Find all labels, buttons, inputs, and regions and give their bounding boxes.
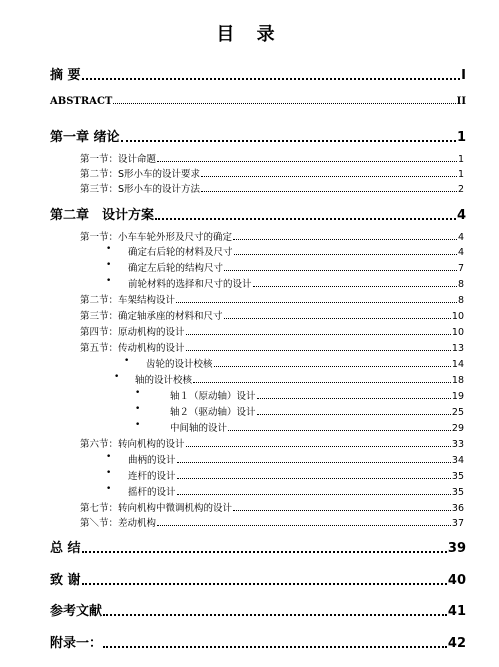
toc-leader-dots: [257, 398, 451, 399]
toc-entry-text: 齿轮的设计校核: [146, 359, 213, 370]
bullet-icon: •: [106, 244, 112, 254]
toc-entry-text: 第一节：小车车轮外形及尺寸的确定: [80, 232, 233, 243]
toc-entry-text: 确定左后轮的结构尺寸: [128, 263, 224, 274]
toc-entry-text: 第一章 绪论: [50, 130, 120, 145]
toc-entry-text: 致 谢: [50, 573, 81, 588]
toc-entry-chapter-1[interactable]: [50, 126, 466, 145]
toc-leader-dots: [113, 103, 455, 104]
toc-entry-text: 第三节：S形小车的设计方法: [80, 184, 201, 195]
toc-entry-text: 第三节：确定轴承座的材料和尺寸: [80, 311, 223, 322]
toc-leader-dots: [176, 302, 457, 303]
toc-entry-text: 第二章 设计方案: [50, 208, 155, 223]
toc-entry-text: 连杆的设计: [128, 471, 176, 482]
toc-entry-page: 18: [451, 375, 464, 386]
toc-entry-text: 中间轴的设计: [170, 423, 228, 434]
toc-entry-page: 8: [457, 295, 464, 306]
bullet-icon: •: [106, 484, 112, 494]
toc-entry-page: 33: [451, 439, 464, 450]
toc-entry-page: 1: [457, 154, 464, 165]
toc-entry-subsection[interactable]: [146, 356, 464, 370]
toc-leader-dots: [157, 161, 457, 162]
toc-entry-text: 确定右后轮的材料及尺寸: [128, 247, 233, 258]
toc-leader-dots: [82, 583, 447, 585]
bullet-icon: •: [135, 420, 141, 430]
toc-leader-dots: [214, 366, 451, 367]
toc-entry-section[interactable]: [80, 436, 464, 450]
toc-entry-section[interactable]: [80, 181, 464, 195]
toc-entry-page: 7: [457, 263, 464, 274]
bullet-icon: •: [106, 260, 112, 270]
toc-entry-text: 附录一：: [50, 636, 103, 651]
toc-leader-dots: [82, 551, 447, 553]
toc-entry-subsection[interactable]: [128, 276, 464, 290]
toc-entry-page: 40: [447, 573, 466, 588]
toc-leader-dots: [177, 494, 451, 495]
toc-leader-dots: [155, 218, 456, 220]
bullet-icon: •: [124, 356, 130, 366]
toc-entry-section[interactable]: [80, 229, 464, 243]
toc-entry-page: 8: [457, 279, 464, 290]
toc-entry-page: 29: [451, 423, 464, 434]
toc-entry-text: 第六节：转向机构的设计: [80, 439, 185, 450]
toc-entry-section[interactable]: [80, 500, 464, 514]
toc-entry-appendix-1[interactable]: [50, 632, 466, 651]
toc-entry-page: 39: [447, 541, 466, 556]
toc-leader-dots: [121, 140, 456, 142]
toc-entry-chapter-2[interactable]: [50, 204, 466, 223]
toc-entry-page: 36: [451, 503, 464, 514]
toc-entry-section[interactable]: [80, 292, 464, 306]
toc-entry-section[interactable]: [80, 308, 464, 322]
toc-entry-subsection[interactable]: [128, 260, 464, 274]
toc-entry-page: 14: [451, 359, 464, 370]
bullet-icon: •: [135, 388, 141, 398]
toc-entry-page: 37: [451, 518, 464, 529]
toc-entry-text: 第二节：S形小车的设计要求: [80, 169, 201, 180]
toc-entry-text: 曲柄的设计: [128, 455, 176, 466]
toc-entry-text: 摘 要: [50, 68, 81, 83]
toc-entry-abstract-cn[interactable]: [50, 64, 466, 83]
toc-entry-section[interactable]: [80, 324, 464, 338]
toc-entry-page: 1: [457, 169, 464, 180]
bullet-icon: •: [114, 372, 120, 382]
bullet-icon: •: [135, 404, 141, 414]
toc-leader-dots: [228, 430, 451, 431]
toc-entry-page: 35: [451, 471, 464, 482]
toc-entry-text: ABSTRACT: [50, 96, 113, 107]
toc-leader-dots: [157, 525, 451, 526]
toc-title: 目 录: [216, 24, 283, 45]
toc-entry-page: 1: [456, 130, 466, 145]
toc-leader-dots: [224, 270, 457, 271]
toc-leader-dots: [186, 446, 451, 447]
toc-entry-page: 10: [451, 327, 464, 338]
toc-entry-subsection[interactable]: [128, 484, 464, 498]
toc-entry-subsubsection[interactable]: [170, 388, 464, 402]
toc-entry-subsection[interactable]: [128, 452, 464, 466]
toc-entry-references[interactable]: [50, 600, 466, 619]
toc-leader-dots: [177, 462, 451, 463]
toc-entry-text: 第一节：设计命题: [80, 154, 157, 165]
toc-entry-subsection[interactable]: [128, 244, 464, 258]
toc-entry-page: 4: [457, 247, 464, 258]
toc-entry-page: 13: [451, 343, 464, 354]
toc-entry-text: 轴２（驱动轴）设计: [170, 407, 256, 418]
toc-entry-text: 前轮材料的选择和尺寸的设计: [128, 279, 252, 290]
toc-leader-dots: [186, 334, 451, 335]
toc-leader-dots: [193, 382, 451, 383]
toc-entry-page: 2: [457, 184, 464, 195]
toc-entry-text: 第＼节：差动机构: [80, 518, 157, 529]
toc-entry-section[interactable]: [80, 166, 464, 180]
toc-entry-text: 第五节：传动机构的设计: [80, 343, 185, 354]
toc-entry-section[interactable]: [80, 340, 464, 354]
toc-entry-page: 34: [451, 455, 464, 466]
bullet-icon: •: [106, 276, 112, 286]
toc-entry-text: 参考文献: [50, 604, 103, 619]
toc-leader-dots: [82, 78, 461, 80]
toc-leader-dots: [186, 350, 451, 351]
toc-entry-page: I: [461, 68, 466, 83]
toc-leader-dots: [233, 239, 457, 240]
toc-entry-subsection[interactable]: [135, 372, 464, 386]
bullet-icon: •: [106, 452, 112, 462]
toc-leader-dots: [103, 646, 447, 648]
toc-leader-dots: [177, 478, 451, 479]
toc-entry-page: 4: [457, 232, 464, 243]
toc-entry-summary[interactable]: [50, 537, 466, 556]
toc-leader-dots: [201, 176, 457, 177]
toc-leader-dots: [253, 286, 457, 287]
toc-leader-dots: [224, 318, 451, 319]
toc-entry-subsubsection[interactable]: [170, 420, 464, 434]
toc-entry-text: 第七节：转向机构中微调机构的设计: [80, 503, 233, 514]
toc-entry-page: 19: [451, 391, 464, 402]
toc-leader-dots: [201, 191, 457, 192]
toc-entry-page: 25: [451, 407, 464, 418]
bullet-icon: •: [106, 468, 112, 478]
toc-entry-text: 总 结: [50, 541, 81, 556]
toc-entry-subsection[interactable]: [128, 468, 464, 482]
toc-entry-section[interactable]: [80, 151, 464, 165]
toc-entry-page: II: [456, 96, 466, 107]
toc-entry-page: 41: [447, 604, 466, 619]
toc-entry-text: 摇杆的设计: [128, 487, 176, 498]
toc-entry-page: 35: [451, 487, 464, 498]
toc-entry-subsubsection[interactable]: [170, 404, 464, 418]
toc-entry-acknowledgements[interactable]: [50, 569, 466, 588]
toc-entry-section[interactable]: [80, 515, 464, 529]
toc-leader-dots: [234, 254, 457, 255]
toc-entry-abstract-en[interactable]: [50, 96, 466, 107]
toc-entry-text: 第二节：车架结构设计: [80, 295, 176, 306]
toc-entry-text: 轴的设计校核: [135, 375, 193, 386]
toc-entry-page: 10: [451, 311, 464, 322]
toc-leader-dots: [103, 614, 447, 616]
toc-entry-page: 42: [447, 636, 466, 651]
toc-entry-text: 第四节：原动机构的设计: [80, 327, 185, 338]
toc-entry-page: 4: [456, 208, 466, 223]
toc-leader-dots: [233, 510, 451, 511]
toc-leader-dots: [257, 414, 451, 415]
toc-entry-text: 轴１（原动轴）设计: [170, 391, 256, 402]
